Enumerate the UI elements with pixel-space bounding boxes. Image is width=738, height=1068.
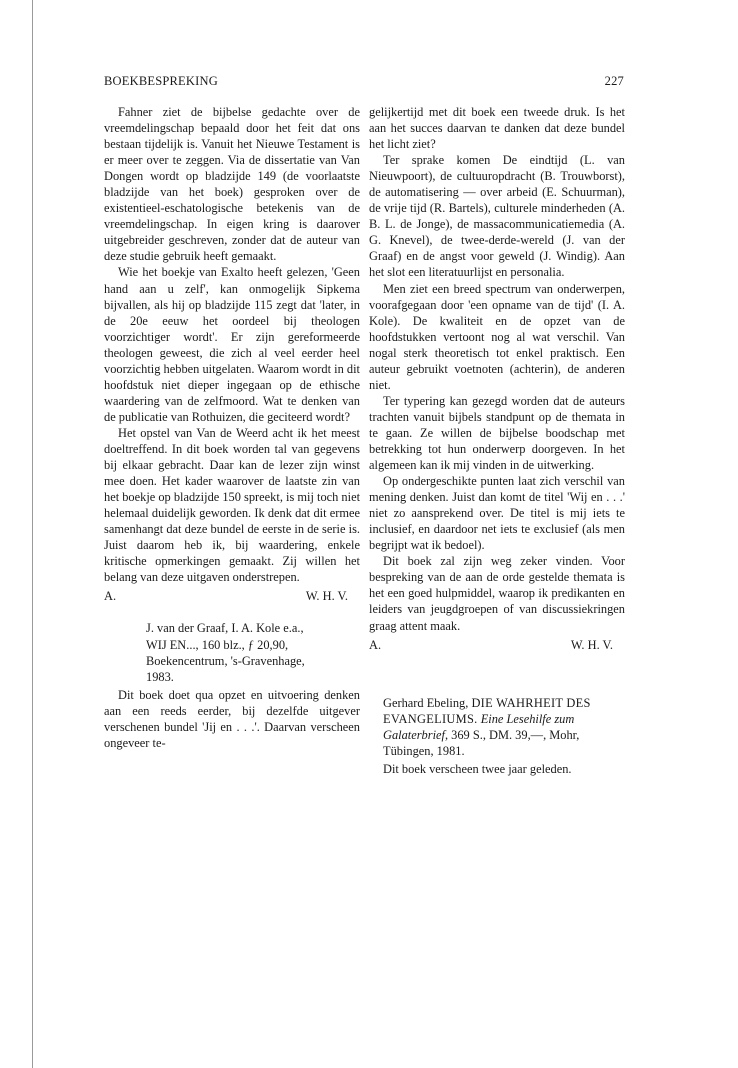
- paragraph: Wie het boekje van Exalto heeft gelezen, 'Geen hand aan u zelf', kan onmogelijk Sipkema bijvallen, als hij op bladzijde 115 zegt dat 'later, in de 20e eeuw het oordeel bij theologen voorzichtiger wordt'. Er zijn gereformeerde theologen geweest, die zich al veel eerder heel voorzichtig hebben uitgelaten. Waarom wordt in dit hoofdstuk niet dieper ingegaan op de ethische waardering van de zelfmoord. Wat te denken van de publicatie van Rothuizen, die geciteerd wordt?: [104, 265, 360, 424]
- reference-title: DIE WAHRHEIT DES EVANGELIUMS.: [383, 695, 591, 726]
- signature-initials: W. H. V.: [305, 589, 348, 604]
- signature-letter: A.: [104, 589, 117, 604]
- reference-authors: J. van der Graaf, I. A. Kole e.a.,: [146, 621, 304, 636]
- review-signature: [104, 588, 360, 604]
- reference-publisher: Boekencentrum, 's-Gravenhage,: [146, 653, 305, 668]
- paragraph: Het opstel van Van de Weerd acht ik het meest doeltreffend. In dit boek worden tal van gegevens bij elkaar gebracht. Daar kan de lezer zijn winst mee doen. Het kader waarover de laatste zin van het boekje op bladzijde 150 spreekt, is mij toch niet helemaal duidelijk geworden. Ik denk dat dit ermee samenhangt dat deze bundel de eerste in de serie is. Juist daarom heb ik, bij waardering, enkele kritische opmerkingen gemaakt. Zij willen het belang van deze uitgaven onderstrepen.: [104, 425, 361, 585]
- paragraph: Ter sprake komen De eindtijd (L. van Nieuwpoort), de cultuuropdracht (B. Trouwborst), de automatisering — over arbeid (E. Schuurman), de vrije tijd (R. Bartels), culturele minderheden (A. B. L. de Jonge), de massacommunicatiemedia (A. G. Knevel), de twee-derde-wereld (J. van der Graaf) en de angst voor geweld (J. Windig). Aan het slot een literatuurlijst en personalia.: [369, 153, 625, 280]
- reference-author: Gerhard Ebeling,: [383, 695, 469, 710]
- paragraph: Fahner ziet de bijbelse gedachte over de vreemdelingschap bepaald door het feit dat ons bestaan tijdelijk is. Vanuit het Nieuwe Testament is er meer over te zeggen. Via de dissertatie van Van Dongen wordt op bladzijde 149 (de voorlaatste bladzijde van het boek) gesproken over de existentieel-eschatologische betekenis van de vreemdelingschap. In eigen kring is daarover uitgebreider geschreven, zonder dat de auteur van deze studie gebruik heeft gemaakt.: [104, 105, 360, 264]
- right-column: [369, 104, 625, 777]
- left-column: [104, 104, 360, 751]
- book-reference: [146, 620, 360, 684]
- paragraph: Men ziet een breed spectrum van onderwerpen, voorafgegaan door 'een opname van de tijd' (I. A. Kole). De kwaliteit en de opzet van de hoofdstukken vertoont nog al wat verschil. Van nogal sterk theoretisch tot enkel praktisch. Een auteur gebruikt voetnoten (achterin), de anderen niet.: [369, 281, 625, 392]
- book-reference: [383, 695, 625, 759]
- paragraph: Dit boek doet qua opzet en uitvoering denken aan een reeds eerder, bij dezelfde uitgever verschenen bundel 'Jij en . . .'. Daarvan verscheen ongeveer te-: [104, 687, 360, 750]
- reference-details: 369 S., DM. 39,—, Mohr, Tübingen, 1981.: [383, 727, 580, 758]
- page-edge-line: [32, 0, 33, 1068]
- paragraph: Op ondergeschikte punten laat zich verschil van mening denken. Juist dan komt de titel 'Wij en . . .' niet zo aansprekend over. De titel is mij iets te inclusief, en daardoor net iets te exclusief (als men begrijpt wat ik bedoel).: [369, 474, 625, 553]
- paragraph: Dit boek verscheen twee jaar geleden.: [383, 761, 572, 776]
- review-signature: [369, 637, 625, 653]
- reference-title: WIJ EN..., 160 blz., ƒ 20,90,: [146, 637, 289, 652]
- reference-subtitle: Eine Lesehilfe zum Galaterbrief,: [383, 711, 575, 742]
- section-title: BOEKBESPREKING: [104, 74, 218, 88]
- signature-letter: A.: [369, 637, 382, 652]
- page-number: 227: [604, 74, 624, 88]
- paragraph: Ter typering kan gezegd worden dat de auteurs trachten vanuit bijbels standpunt op de themata in te gaan. Ze willen de bijbelse boodschap met betrekking tot hun onderwerp doorgeven. In het algemeen kan ik mij vinden in de uitwerking.: [369, 393, 625, 473]
- signature-initials: W. H. V.: [570, 637, 613, 652]
- reference-year: 1983.: [146, 669, 174, 684]
- paragraph: gelijkertijd met dit boek een tweede druk. Is het aan het succes daarvan te danken dat deze bundel het licht ziet?: [369, 105, 625, 152]
- paragraph: Dit boek zal zijn weg zeker vinden. Voor bespreking van de aan de orde gestelde themata is het een goed hulpmiddel, waarop ik predikanten en leiders van jeugdgroepen of van discussiekringen graag attent maak.: [369, 554, 625, 633]
